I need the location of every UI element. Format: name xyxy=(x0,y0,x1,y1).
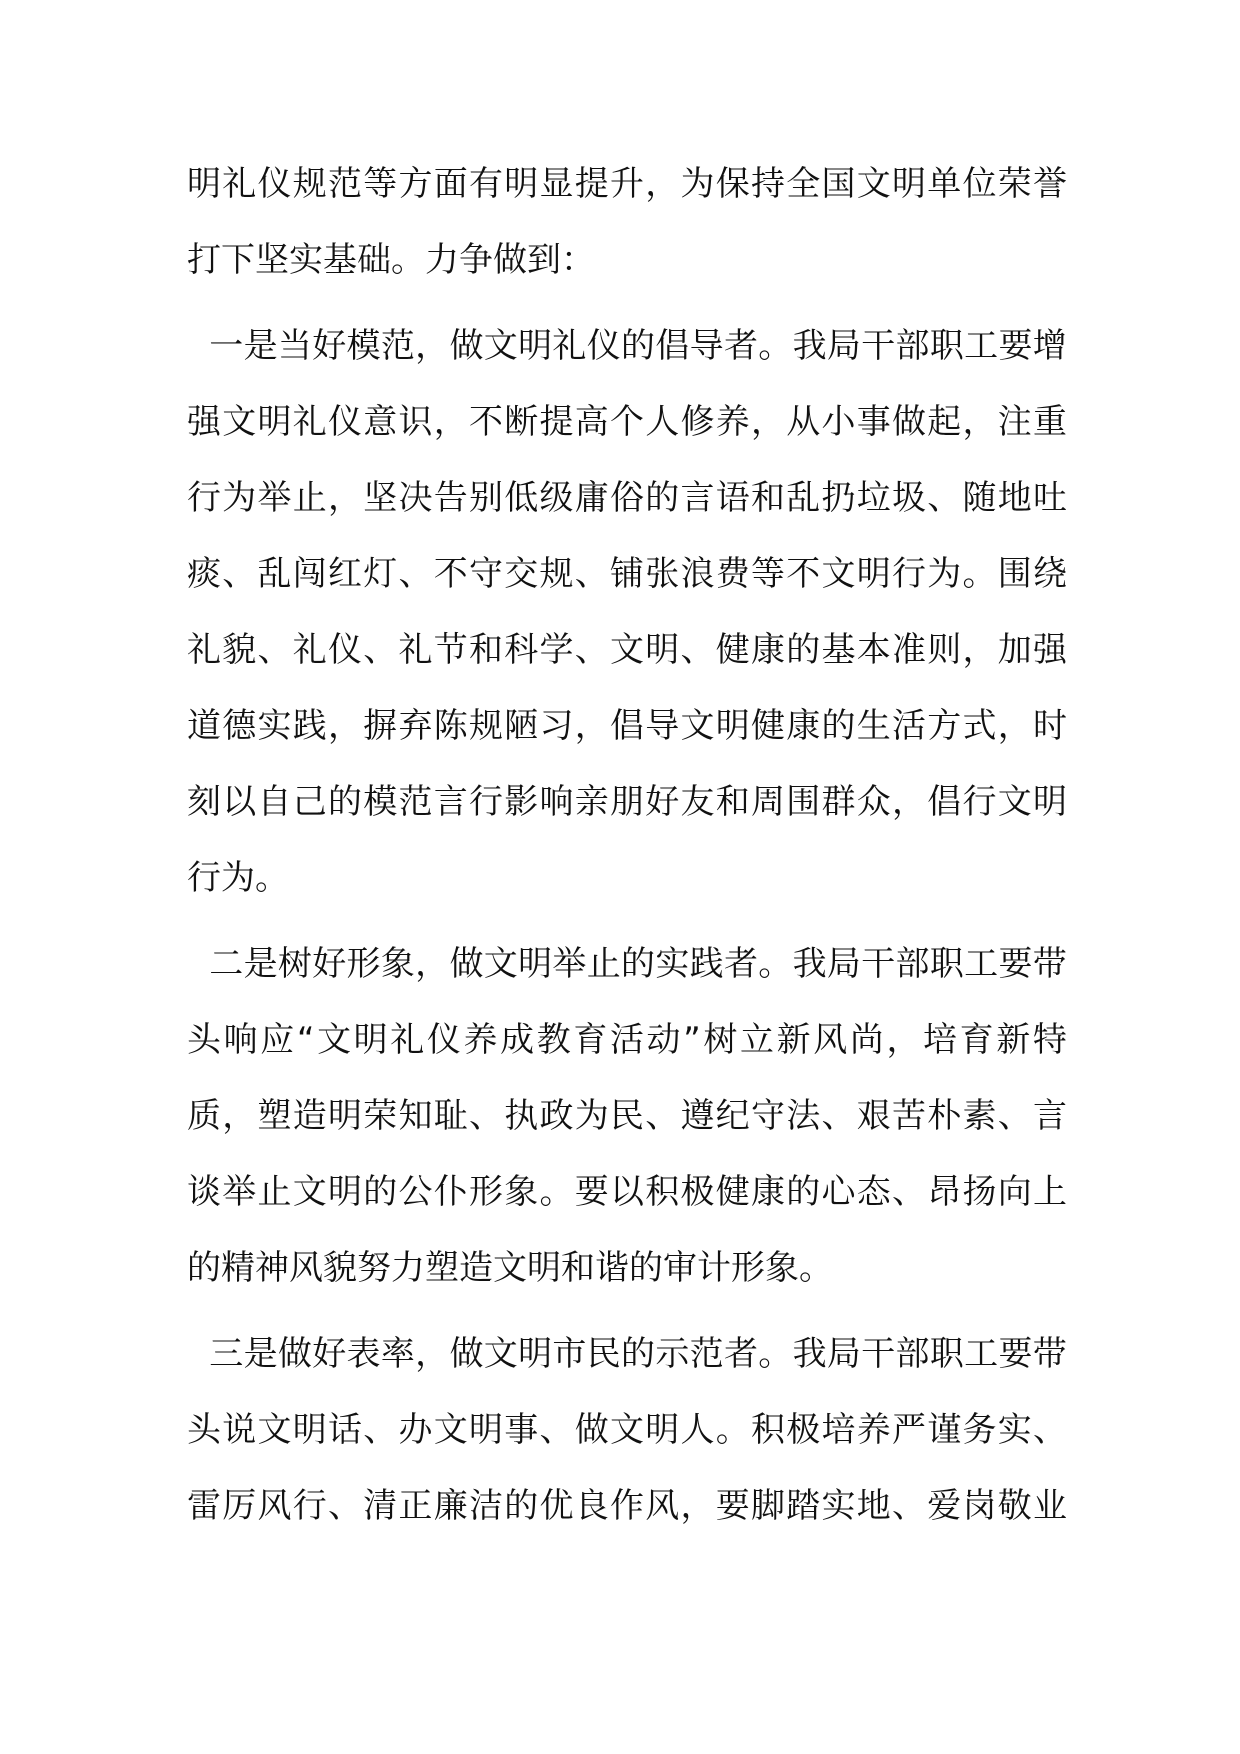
text-line: 头 响 应 “ 文 明 礼 仪 养 成 教 育 活 动 ” 树 立 新 风 尚 ， 培 育 新 特 xyxy=(187,1020,1067,1060)
text-line: 刻 以 自 己 的 模 范 言 行 影 响 亲 朋 好 友 和 周 围 群 众 ， 倡 行 文 明 xyxy=(187,782,1067,822)
text-line: 明 礼 仪 规 范 等 方 面 有 明 显 提 升 ， 为 保 持 全 国 文 明 单 位 荣 誉 xyxy=(187,164,1067,204)
text-line: 道 德 实 践 ， 摒 弃 陈 规 陋 习 ， 倡 导 文 明 健 康 的 生 活 方 式 ， 时 xyxy=(187,706,1067,746)
text-line: 礼 貌 、 礼 仪 、 礼 节 和 科 学 、 文 明 、 健 康 的 基 本 准 则 ， 加 强 xyxy=(187,630,1067,670)
body-text xyxy=(187,162,1067,1560)
text-line: 打 下 坚 实 基 础 。 力 争 做 到 ： xyxy=(187,240,595,280)
text-line: 一 是 当 好 模 范 ， 做 文 明 礼 仪 的 倡 导 者 。 我 局 干 部 职 工 要 增 xyxy=(209,326,1067,366)
text-line: 三 是 做 好 表 率 ， 做 文 明 市 民 的 示 范 者 。 我 局 干 部 职 工 要 带 xyxy=(209,1334,1067,1374)
text-line: 的 精 神 风 貌 努 力 塑 造 文 明 和 谐 的 审 计 形 象 。 xyxy=(187,1248,833,1288)
text-line: 雷 厉 风 行 、 清 正 廉 洁 的 优 良 作 风 ， 要 脚 踏 实 地 、 爱 岗 敬 业 xyxy=(187,1486,1067,1526)
text-line: 行 为 。 xyxy=(187,858,289,898)
text-line: 行 为 举 止 ， 坚 决 告 别 低 级 庸 俗 的 言 语 和 乱 扔 垃 圾 、 随 地 吐 xyxy=(187,478,1067,518)
text-line: 谈 举 止 文 明 的 公 仆 形 象 。 要 以 积 极 健 康 的 心 态 、 昂 扬 向 上 xyxy=(187,1172,1067,1212)
text-line: 头 说 文 明 话 、 办 文 明 事 、 做 文 明 人 。 积 极 培 养 严 谨 务 实 、 xyxy=(187,1410,1067,1450)
text-line: 强 文 明 礼 仪 意 识 ， 不 断 提 高 个 人 修 养 ， 从 小 事 做 起 ， 注 重 xyxy=(187,402,1067,442)
text-line: 质 ， 塑 造 明 荣 知 耻 、 执 政 为 民 、 遵 纪 守 法 、 艰 苦 朴 素 、 言 xyxy=(187,1096,1067,1136)
text-line: 二 是 树 好 形 象 ， 做 文 明 举 止 的 实 践 者 。 我 局 干 部 职 工 要 带 xyxy=(209,944,1067,984)
text-line: 痰 、 乱 闯 红 灯 、 不 守 交 规 、 铺 张 浪 费 等 不 文 明 行 为 。 围 绕 xyxy=(187,554,1067,594)
